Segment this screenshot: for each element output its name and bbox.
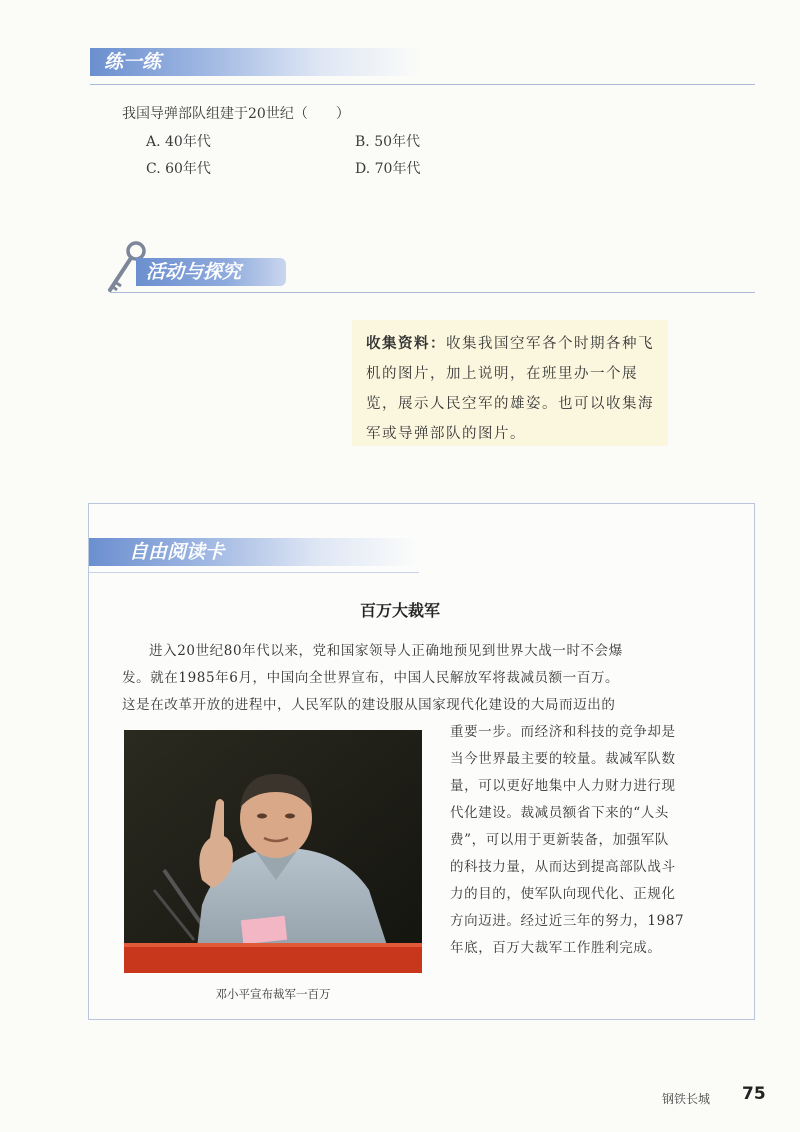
- activity-rule: [110, 292, 755, 293]
- practice-rule: [90, 84, 755, 85]
- reading-line: 进入20世纪80年代以来，党和国家领导人正确地预见到世界大战一时不会爆: [149, 643, 623, 659]
- activity-note-text: 收集我国空军各个时期各种飞机的图片，加上说明，在班里办一个展览，展示人民空军的雄姿。也可以收集海军或导弹部队的图片。: [366, 336, 654, 442]
- reading-line: 当今世界最主要的较量。裁减军队数: [450, 751, 676, 767]
- reading-line: 代化建设。裁减员额省下来的“人头: [450, 805, 670, 821]
- activity-header: [136, 258, 286, 286]
- practice-option-a: A. 40年代: [146, 134, 211, 150]
- footer-section-label: 钢铁长城: [662, 1092, 711, 1106]
- page-number: 75: [742, 1084, 766, 1104]
- reading-line: 方向迈进。经过近三年的努力，1987: [450, 913, 685, 929]
- reading-line: 量，可以更好地集中人力财力进行现: [450, 778, 676, 794]
- reading-paragraph-side: [450, 719, 730, 962]
- activity-note: [352, 320, 668, 446]
- speaker-photo: [124, 730, 422, 973]
- reading-line: 的科技力量，从而达到提高部队战斗: [450, 859, 676, 875]
- photo-caption: 邓小平宣布裁军一百万: [215, 987, 331, 1001]
- reading-line: 重要一步。而经济和科技的竞争却是: [450, 724, 676, 740]
- reading-paragraph-top: [122, 638, 722, 719]
- reading-rule: [89, 572, 419, 573]
- reading-line: 年底，百万大裁军工作胜利完成。: [450, 940, 662, 956]
- reading-line: 发。就在1985年6月，中国向全世界宣布，中国人民解放军将裁减员额一百万。: [122, 670, 620, 686]
- reading-header: [89, 538, 419, 566]
- reading-title: 百万大裁军: [359, 601, 440, 620]
- practice-option-c: C. 60年代: [146, 161, 211, 177]
- practice-option-d: D. 70年代: [355, 161, 421, 177]
- activity-header-label: 活动与探究: [146, 261, 242, 283]
- practice-header: [90, 48, 420, 76]
- practice-header-label: 练一练: [104, 51, 162, 73]
- reading-line: 费”，可以用于更新装备，加强军队: [450, 832, 670, 848]
- practice-option-b: B. 50年代: [355, 134, 421, 150]
- reading-line: 这是在改革开放的进程中，人民军队的建设服从国家现代化建设的大局而迈出的: [122, 697, 616, 713]
- reading-line: 力的目的，使军队向现代化、正规化: [450, 886, 676, 902]
- activity-note-label: 收集资料：: [366, 336, 446, 352]
- reading-header-label: 自由阅读卡: [129, 541, 225, 563]
- practice-question: 我国导弹部队组建于20世纪（ ）: [122, 106, 350, 122]
